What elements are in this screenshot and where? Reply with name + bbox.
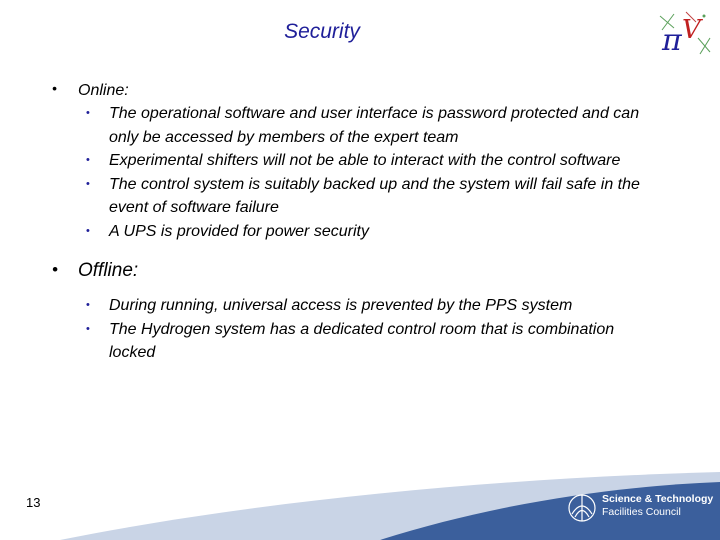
slide-body bbox=[48, 80, 648, 365]
stfc-org-name: Science & Technology Facilities Council bbox=[602, 493, 714, 518]
section-heading: Offline: bbox=[78, 260, 139, 281]
list-item: • During running, universal access is prevented by the PPS system bbox=[86, 297, 573, 314]
bullet-marker: • bbox=[52, 260, 58, 279]
bullet-marker: • bbox=[52, 80, 57, 96]
section-online bbox=[48, 80, 648, 243]
list-item: • The operational software and user interface is password protected and can only be accessed by members of the expert team bbox=[86, 105, 640, 146]
list-item: • A UPS is provided for power security bbox=[86, 222, 369, 240]
slide-title: Security bbox=[284, 20, 360, 43]
list-item: • The control system is suitably backed up and the system will fail safe in the event of software failure bbox=[86, 175, 640, 216]
logo-v: V bbox=[682, 15, 701, 45]
list-item: • Experimental shifters will not be able to interact with the control software bbox=[86, 152, 621, 169]
bullet-list bbox=[78, 294, 648, 365]
mice-logo bbox=[656, 8, 714, 58]
section-heading: Online: bbox=[78, 82, 129, 99]
section-offline bbox=[48, 259, 648, 365]
list-item: • The Hydrogen system has a dedicated control room that is combination locked bbox=[86, 320, 615, 361]
bullet-list bbox=[78, 102, 648, 243]
page-number: 13 bbox=[26, 495, 41, 510]
logo-text: π bbox=[662, 23, 682, 58]
